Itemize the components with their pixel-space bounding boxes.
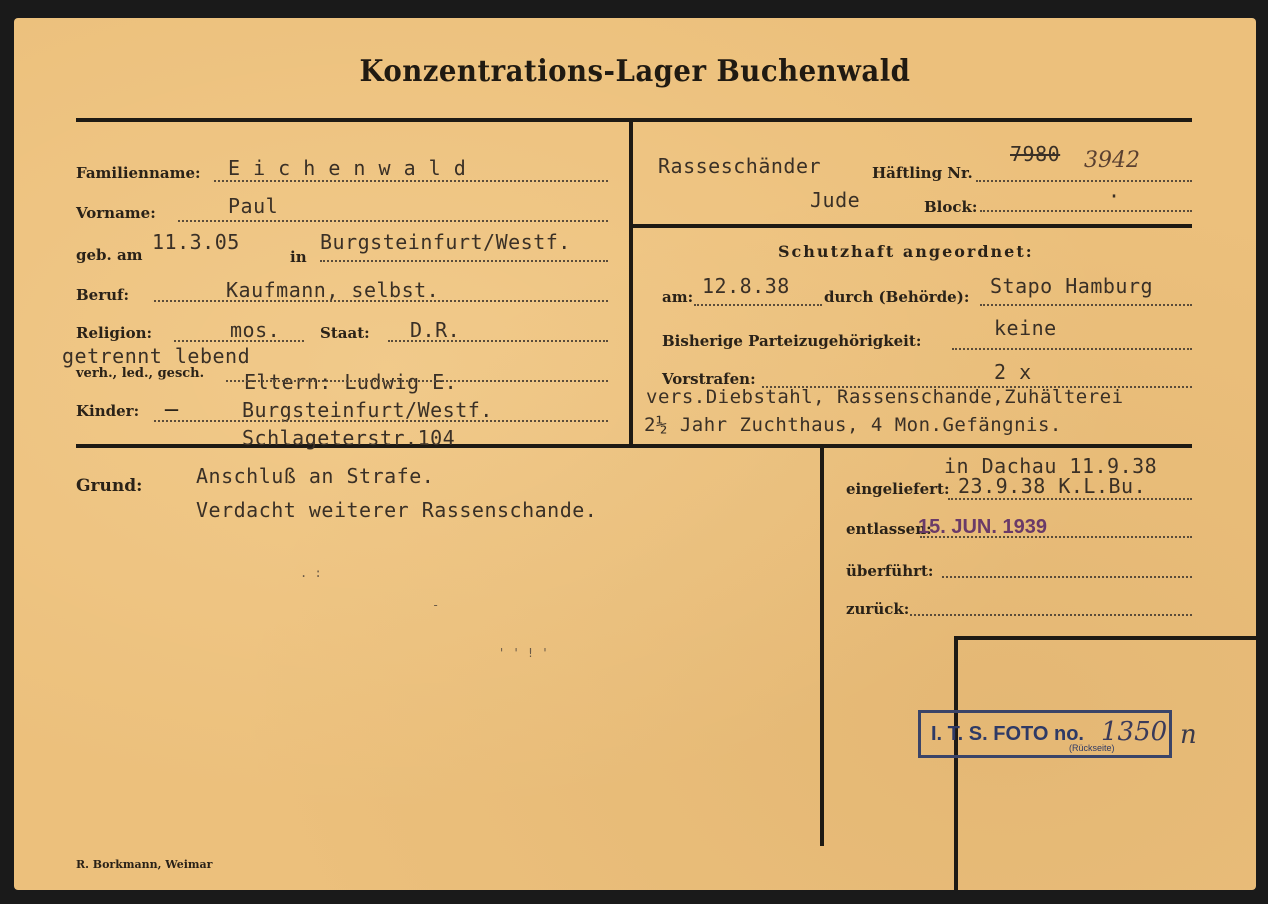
right-upper-rule <box>633 224 1192 228</box>
religion-dots <box>174 340 304 342</box>
ueberfuehrt-dots <box>942 576 1192 578</box>
religion-label: Religion: <box>76 324 153 342</box>
foto-stamp-sub: (Rückseite) <box>1069 743 1115 753</box>
photo-box-top <box>954 636 1256 640</box>
durch-label: durch (Behörde): <box>824 288 970 306</box>
geb-date: 11.3.05 <box>152 230 240 254</box>
foto-stamp <box>918 710 1172 758</box>
vorstrafen-label: Vorstrafen: <box>662 370 756 388</box>
am-date: 12.8.38 <box>702 274 790 298</box>
vorname-label: Vorname: <box>76 204 156 222</box>
staat-dots <box>388 340 608 342</box>
familienname-value: E i c h e n w a l d <box>228 156 467 180</box>
foto-stamp-number: 1350 <box>1101 717 1168 747</box>
grund-line-1: Anschluß an Strafe. <box>196 464 435 488</box>
photo-box-left <box>954 636 958 890</box>
center-divider <box>629 118 633 444</box>
eltern-strasse: Schlageterstr.104 <box>242 426 456 450</box>
familienname-label: Familienname: <box>76 164 201 182</box>
eingeliefert-label: eingeliefert: <box>846 480 950 498</box>
in-label: in <box>290 248 307 266</box>
eingeliefert-dots <box>948 498 1192 500</box>
card-title: Konzentrations-Lager Buchenwald <box>359 54 911 89</box>
am-label: am: <box>662 288 694 306</box>
haeftling-label: Häftling Nr. <box>872 164 973 182</box>
beruf-value: Kaufmann, selbst. <box>226 278 440 302</box>
block-label: Block: <box>924 198 978 216</box>
beruf-dots <box>154 300 608 302</box>
geb-label: geb. am <box>76 246 143 264</box>
haeftling-nr-old: 7980 <box>1010 142 1061 166</box>
partei-dots <box>952 348 1192 350</box>
durch-dots <box>980 304 1192 306</box>
am-dots <box>694 304 822 306</box>
foto-stamp-text: I. T. S. FOTO no. <box>931 723 1084 745</box>
category-value: Rasseschänder <box>658 154 822 178</box>
eingeliefert-value: 23.9.38 K.L.Bu. <box>958 474 1147 498</box>
kinder-label: Kinder: <box>76 402 140 420</box>
staat-value: D.R. <box>410 318 461 342</box>
block-dots <box>980 210 1192 212</box>
kinder-dots <box>154 420 608 422</box>
block-value: · <box>1108 184 1121 208</box>
religion-value: mos. <box>230 318 281 342</box>
printer-imprint: R. Borkmann, Weimar <box>76 858 213 871</box>
ink-speck: ' ' ! ' <box>498 646 549 660</box>
registration-card <box>14 18 1256 890</box>
grund-label: Grund: <box>76 476 143 496</box>
eltern-ort: Burgsteinfurt/Westf. <box>242 398 493 422</box>
partei-value: keine <box>994 316 1057 340</box>
kinder-value: — <box>164 400 179 418</box>
ink-speck: - <box>432 598 440 612</box>
behoerde-value: Stapo Hamburg <box>990 274 1154 298</box>
entlassen-stamp: 15. JUN. 1939 <box>918 516 1047 538</box>
staat-label: Staat: <box>320 324 370 342</box>
dachau-note: in Dachau 11.9.38 <box>944 454 1158 478</box>
ink-speck: . : <box>300 566 322 580</box>
familienstand-value: getrennt lebend <box>62 344 251 368</box>
geb-ort: Burgsteinfurt/Westf. <box>320 230 571 254</box>
top-rule <box>76 118 1192 122</box>
zurueck-label: zurück: <box>846 600 910 618</box>
schutzhaft-heading: Schutzhaft angeordnet: <box>778 242 1034 261</box>
ueberfuehrt-label: überführt: <box>846 562 934 580</box>
eltern-value: Eltern: Ludwig E. <box>244 370 458 394</box>
jude-value: Jude <box>810 188 861 212</box>
familienname-dots <box>214 180 608 182</box>
partei-label: Bisherige Parteizugehörigkeit: <box>662 332 922 350</box>
vorname-value: Paul <box>228 194 279 218</box>
vorname-dots <box>178 220 608 222</box>
vorstrafen-line-1: vers.Diebstahl, Rassenschande,Zuhälterei <box>646 386 1124 408</box>
entlassen-label: entlassen: <box>846 520 932 538</box>
grund-line-2: Verdacht weiterer Rassenschande. <box>196 498 598 522</box>
entlassen-dots <box>920 536 1192 538</box>
haeftling-nr: 3942 <box>1084 148 1140 173</box>
foto-hand-suffix: n <box>1180 720 1197 750</box>
verh-label: verh., led., gesch. <box>76 366 205 381</box>
geb-dots <box>320 260 608 262</box>
haeftling-dots <box>976 180 1192 182</box>
vorstrafen-line-2: 2½ Jahr Zuchthaus, 4 Mon.Gefängnis. <box>644 414 1062 436</box>
lower-divider <box>820 444 824 846</box>
beruf-label: Beruf: <box>76 286 130 304</box>
vorstrafen-count: 2 x <box>994 360 1032 384</box>
verh-dots <box>226 380 608 382</box>
zurueck-dots <box>910 614 1192 616</box>
